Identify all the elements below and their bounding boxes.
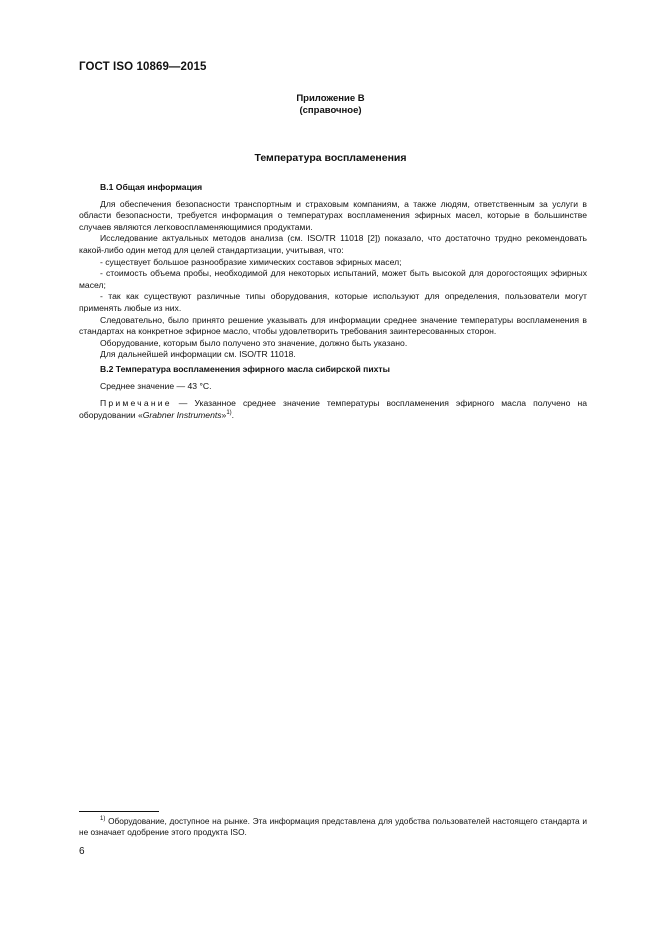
annex-body bbox=[79, 182, 587, 421]
page-number: 6 bbox=[79, 846, 85, 857]
b1-list-item: - существует большое разнообразие химических составов эфирных масел; bbox=[100, 256, 402, 267]
section-title: Температура воспламенения bbox=[254, 152, 407, 164]
note-close: » bbox=[221, 409, 227, 420]
footnote-marker: 1) bbox=[100, 816, 106, 822]
annex-title: Приложение В bbox=[296, 93, 365, 104]
footnote-reference: 1) bbox=[226, 409, 232, 416]
b2-note bbox=[79, 398, 587, 421]
note-brand: Grabner Instruments bbox=[142, 409, 222, 420]
b1-paragraph: Для обеспечения безопасности транспортным и страховым компаниям, а также людям, ответственным за услуги в области безопасности, требуется информация о температурах воспламенения эфирных масел, которые в большинстве случаев являются легковоспламеняющимися продуктами. bbox=[79, 198, 587, 232]
b1-paragraph: Оборудование, которым было получено это значение, должно быть указано. bbox=[100, 337, 408, 348]
b1-paragraph: Для дальнейшей информации см. ISO/TR 11018. bbox=[100, 349, 296, 360]
b2-heading: В.2 Температура воспламенения эфирного масла сибирской пихты bbox=[100, 363, 390, 374]
annex-subtitle: (справочное) bbox=[299, 105, 362, 116]
b1-heading: В.1 Общая информация bbox=[100, 182, 203, 192]
b1-paragraph: Исследование актуальных методов анализа (см. ISO/TR 11018 [2]) показало, что достаточно трудно рекомендовать какой-либо один метод для целей стандартизации, учитывая, что: bbox=[79, 233, 587, 255]
note-text: — Указанное среднее значение температуры воспламенения эфирного масла получено на оборудовании « bbox=[79, 398, 587, 420]
b1-list-item: - так как существуют различные типы оборудования, которые используют для определения, пользователи могут применять любые из них. bbox=[79, 291, 587, 313]
footnote-text: Оборудование, доступное на рынке. Эта информация представлена для удобства пользователей настоящего стандарта и не означает одобрение этого продукта ISO. bbox=[79, 816, 587, 837]
b2-value: Среднее значение — 43 °C. bbox=[100, 380, 212, 391]
b1-list-item: - стоимость объема пробы, необходимой для некоторых испытаний, может быть высокой для дорогостоящих эфирных масел; bbox=[79, 268, 587, 290]
footnote bbox=[79, 816, 587, 838]
footnote-divider bbox=[79, 811, 159, 812]
b1-paragraph: Следовательно, было принято решение указывать для информации среднее значение температуры воспламенения в стандартах на конкретное эфирное масло, чтобы удовлетворить требования заинтересованных сторон. bbox=[79, 314, 587, 337]
note-label: Примечание bbox=[100, 398, 172, 409]
document-id: ГОСТ ISO 10869—2015 bbox=[79, 61, 207, 73]
note-end: . bbox=[231, 409, 235, 420]
